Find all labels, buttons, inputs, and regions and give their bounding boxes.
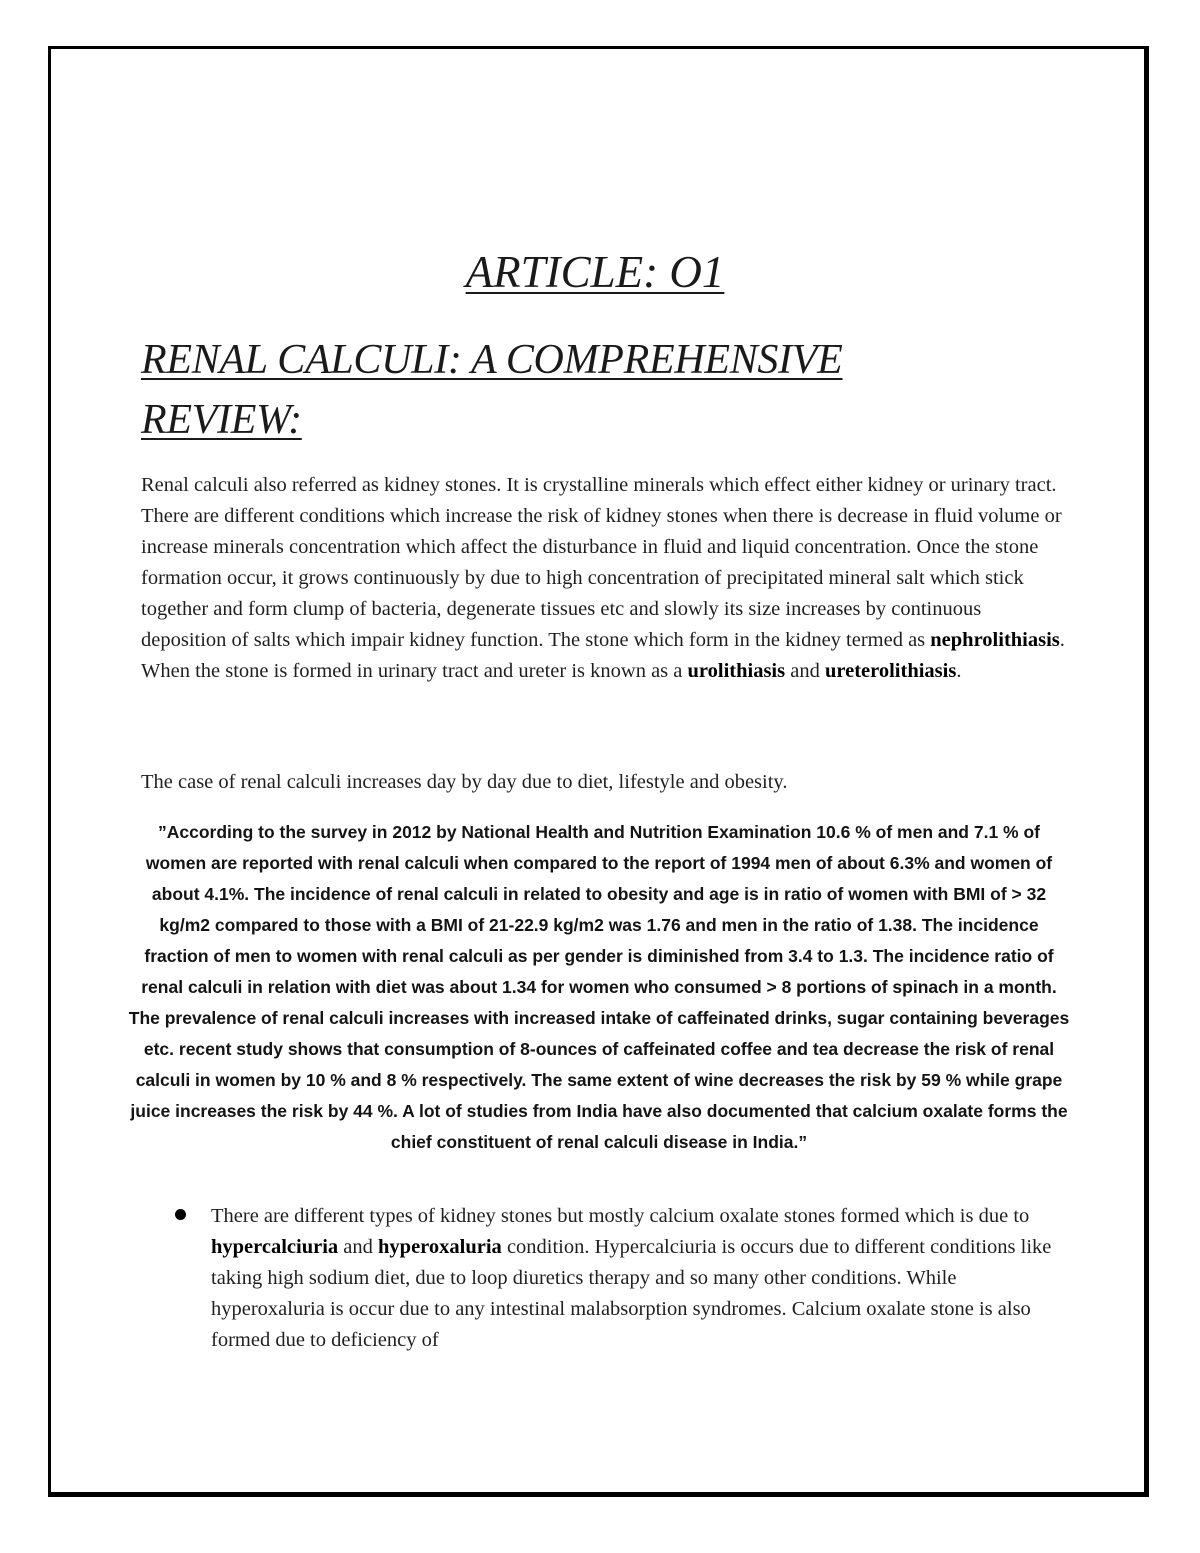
intro-paragraph [141,470,1066,687]
intro-text-4: . [956,660,962,682]
article-title-line1: RENAL CALCULI: A COMPREHENSIVE [141,337,843,383]
term-ureterolithiasis: ureterolithiasis [824,660,957,682]
bullet-text-2: and [338,1236,379,1258]
intro-text-3: and [785,660,825,682]
article-number-heading: ARTICLE: O1 [465,247,725,297]
term-hypercalciuria: hypercalciuria [211,1236,339,1258]
article-title-line2: REVIEW: [141,397,302,443]
bullet-text-3: condition. Hypercalciuria is occurs due to different conditions like taking high sodium diet, due to loop diuretics therapy and so many other conditions. While hyperoxaluria is occur due to any intestinal malabsorption syndromes. Calcium oxalate stone is also formed due to deficiency of [211,1236,1052,1351]
list-item [171,1201,1071,1356]
article-title [141,330,1041,450]
risk-factors-paragraph: The case of renal calculi increases day by day due to diet, lifestyle and obesity. [141,771,788,793]
bullet-text-1: There are different types of kidney stones but mostly calcium oxalate stones formed which is due to [211,1205,1030,1227]
bullet-list [171,1201,1071,1356]
term-nephrolithiasis: nephrolithiasis [930,629,1060,651]
bullet-icon [175,1209,186,1220]
survey-quote: ”According to the survey in 2012 by National Health and Nutrition Examination 10.6 % of men and 7.1 % of women are reported with renal calculi when compared to the report of 1994 men of about 6.3% and women of about 4.1%. The incidence of renal calculi in related to obesity and age is in ratio of women with BMI of > 32 kg/m2 compared to those with a BMI of 21-22.9 kg/m2 was 1.76 and men in the ratio of 1.38. The incidence fraction of men to women with renal calculi as per gender is diminished from 3.4 to 1.3. The incidence ratio of renal calculi in relation with diet was about 1.34 for women who consumed > 8 portions of spinach in a month. The prevalence of renal calculi increases with increased intake of caffeinated drinks, sugar containing beverages etc. recent study shows that consumption of 8-ounces of caffeinated coffee and tea decrease the risk of renal calculi in women by 10 % and 8 % respectively. The same extent of wine decreases the risk by 59 % while grape juice increases the risk by 44 %. A lot of studies from India have also documented that calcium oxalate forms the chief constituent of renal calculi disease in India.” [128,822,1070,1152]
term-urolithiasis: urolithiasis [687,660,786,682]
intro-text-1: Renal calculi also referred as kidney stones. It is crystalline minerals which effect either kidney or urinary tract. There are different conditions which increase the risk of kidney stones when there is decrease in fluid volume or increase minerals concentration which affect the disturbance in fluid and liquid concentration. Once the stone formation occur, it grows continuously by due to high concentration of precipitated mineral salt which stick together and form clump of bacteria, degenerate tissues etc and slowly its size increases by continuous deposition of salts which impair kidney function. The stone which form in the kidney termed as [141,474,1062,651]
term-hyperoxaluria: hyperoxaluria [378,1236,502,1258]
intro-text-2: . When the stone is formed in urinary tract and ureter is known as a [141,629,1065,682]
